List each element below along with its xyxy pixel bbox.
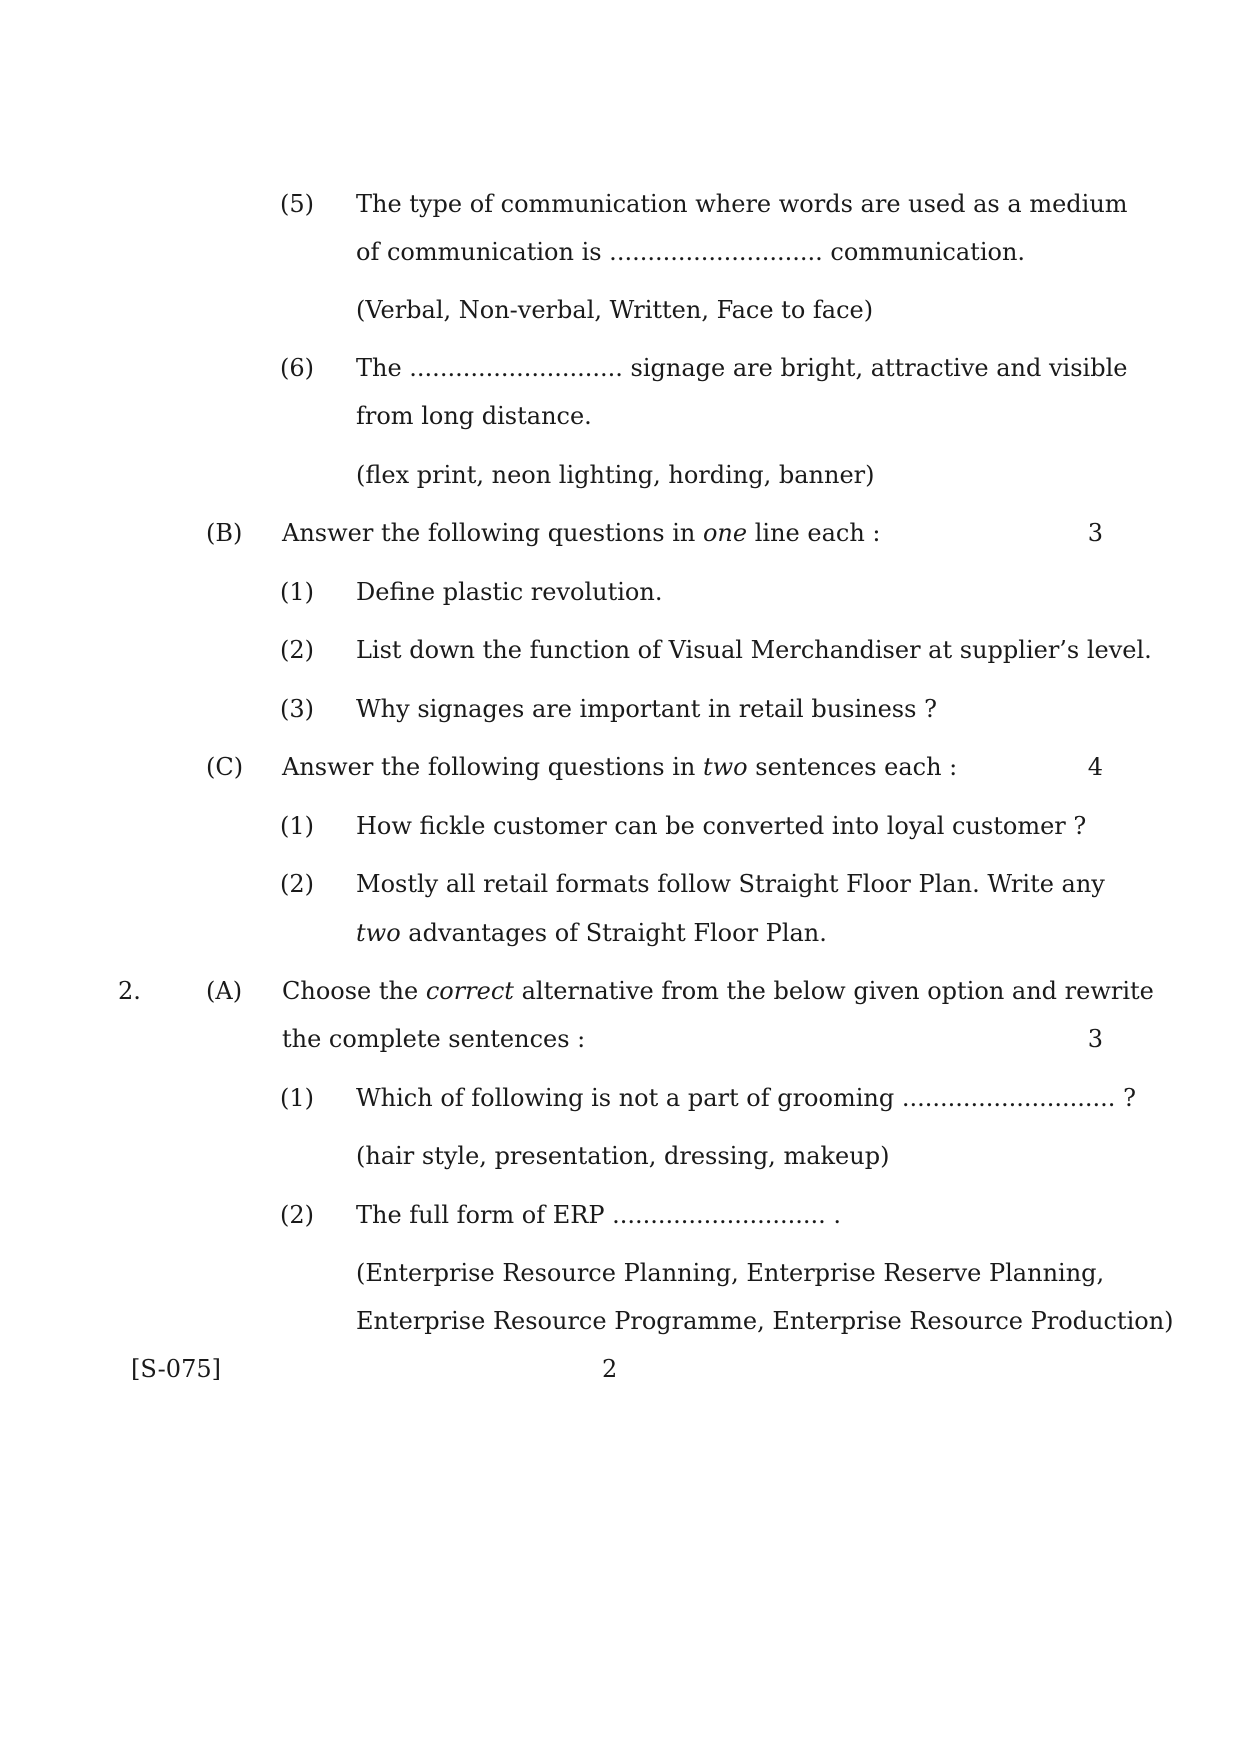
- question-text: Which of following is not a part of grooming ............................ ?: [356, 1084, 1136, 1112]
- text-emphasis: two: [356, 919, 401, 947]
- item-number: (2): [280, 1201, 314, 1229]
- section-instruction: [282, 518, 881, 548]
- item-number: (6): [280, 354, 314, 382]
- answer-options: (hair style, presentation, dressing, makeup): [356, 1142, 890, 1170]
- instruction-text: line each :: [754, 519, 881, 547]
- item-number: (2): [280, 870, 314, 898]
- instruction-text: Answer the following questions in: [282, 753, 696, 781]
- item-number: (1): [280, 1084, 314, 1112]
- section-label: (A): [206, 977, 243, 1005]
- section-label: (C): [206, 753, 244, 781]
- page-number: 2: [602, 1355, 618, 1383]
- question-text: of communication is ............................ communication.: [356, 238, 1026, 266]
- item-number: (5): [280, 190, 314, 218]
- instruction-text: Choose the: [282, 977, 419, 1005]
- question-text: Define plastic revolution.: [356, 578, 663, 606]
- instruction-text: Answer the following questions in: [282, 519, 696, 547]
- section-label: (B): [206, 519, 243, 547]
- item-number: (2): [280, 636, 314, 664]
- answer-options: (flex print, neon lighting, hording, banner): [356, 461, 875, 489]
- item-number: (1): [280, 578, 314, 606]
- question-text: Why signages are important in retail business ?: [356, 695, 937, 723]
- question-text-part: advantages of Straight Floor Plan.: [408, 919, 827, 947]
- instruction-text: sentences each :: [755, 753, 958, 781]
- instruction-emphasis: two: [702, 753, 748, 781]
- question-text: The type of communication where words are used as a medium: [356, 190, 1128, 218]
- answer-options: (Verbal, Non-verbal, Written, Face to face): [356, 296, 874, 324]
- marks: 3: [1087, 1025, 1103, 1053]
- question-text: The full form of ERP ............................ .: [356, 1201, 842, 1229]
- question-text: from long distance.: [356, 402, 592, 430]
- question-text: How fickle customer can be converted into loyal customer ?: [356, 812, 1087, 840]
- instruction-emphasis: correct: [425, 977, 514, 1005]
- section-instruction: [282, 752, 957, 782]
- section-instruction: [282, 976, 1154, 1006]
- question-number: 2.: [118, 977, 141, 1005]
- question-text: [356, 918, 827, 948]
- item-number: (1): [280, 812, 314, 840]
- section-instruction: the complete sentences :: [282, 1025, 586, 1053]
- instruction-emphasis: one: [702, 519, 748, 547]
- question-text: Mostly all retail formats follow Straight Floor Plan. Write any: [356, 870, 1105, 898]
- question-text: List down the function of Visual Merchandiser at supplier’s level.: [356, 636, 1152, 664]
- answer-options: Enterprise Resource Programme, Enterprise Resource Production): [356, 1307, 1174, 1335]
- answer-options: (Enterprise Resource Planning, Enterprise Reserve Planning,: [356, 1259, 1105, 1287]
- item-number: (3): [280, 695, 314, 723]
- instruction-text: alternative from the below given option and rewrite: [521, 977, 1154, 1005]
- marks: 4: [1087, 753, 1103, 781]
- marks: 3: [1087, 519, 1103, 547]
- paper-code: [S-075]: [131, 1355, 221, 1383]
- question-text: The ............................ signage are bright, attractive and visible: [356, 354, 1128, 382]
